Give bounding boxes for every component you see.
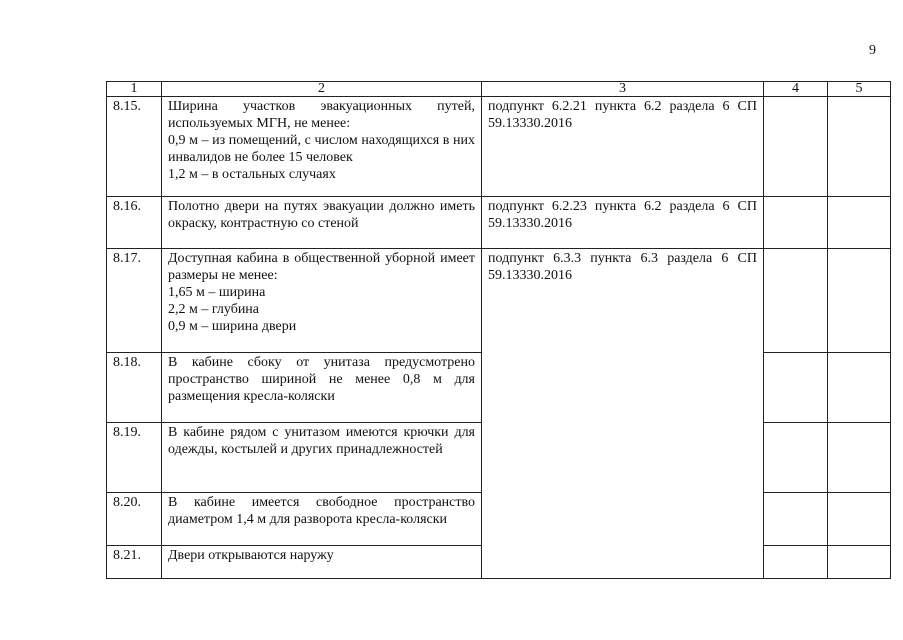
reference-text: подпункт 6.3.3 пункта 6.3 раздела 6 СП 59.13330.2016 <box>482 249 764 579</box>
note-cell[interactable] <box>828 546 891 579</box>
requirement-line: 0,9 м – ширина двери <box>168 319 297 334</box>
item-number: 8.17. <box>107 249 162 353</box>
table-row <box>107 97 891 197</box>
requirement-line: Двери открываются наружу <box>168 548 334 563</box>
requirement-line: В кабине сбоку от унитаза предусмотрено пространство шириной не менее 0,8 м для размещения кресла-коляски <box>168 355 475 404</box>
check-cell[interactable] <box>764 546 828 579</box>
requirement-line: 1,2 м – в остальных случаях <box>168 167 336 182</box>
page-number: 9 <box>869 43 876 58</box>
requirement-line: 1,65 м – ширина <box>168 285 266 300</box>
item-number: 8.16. <box>107 197 162 249</box>
requirements-table <box>106 81 891 579</box>
header-col-5: 5 <box>828 82 891 97</box>
header-col-3: 3 <box>482 82 764 97</box>
note-cell[interactable] <box>828 353 891 423</box>
item-number: 8.21. <box>107 546 162 579</box>
requirement-text <box>162 423 482 493</box>
item-number: 8.20. <box>107 493 162 546</box>
requirement-line: Ширина участков эвакуационных путей, используемых МГН, не менее: <box>168 99 475 131</box>
requirement-line: В кабине рядом с унитазом имеются крючки для одежды, костылей и других принадлежностей <box>168 425 475 457</box>
requirement-text <box>162 493 482 546</box>
requirement-line: 0,9 м – из помещений, с числом находящихся в них инвалидов не более 15 человек <box>168 133 475 165</box>
requirement-line: Полотно двери на путях эвакуации должно иметь окраску, контрастную со стеной <box>168 199 475 231</box>
table-row <box>107 197 891 249</box>
requirement-text <box>162 546 482 579</box>
requirement-line: 2,2 м – глубина <box>168 302 260 317</box>
check-cell[interactable] <box>764 493 828 546</box>
note-cell[interactable] <box>828 97 891 197</box>
reference-text: подпункт 6.2.21 пункта 6.2 раздела 6 СП 59.13330.2016 <box>482 97 764 197</box>
note-cell[interactable] <box>828 249 891 353</box>
check-cell[interactable] <box>764 353 828 423</box>
requirement-line: Доступная кабина в общественной уборной имеет размеры не менее: <box>168 251 475 283</box>
check-cell[interactable] <box>764 97 828 197</box>
table-header-row <box>107 82 891 97</box>
table-row <box>107 249 891 353</box>
requirement-text <box>162 197 482 249</box>
item-number: 8.18. <box>107 353 162 423</box>
requirement-text <box>162 353 482 423</box>
header-col-4: 4 <box>764 82 828 97</box>
note-cell[interactable] <box>828 423 891 493</box>
requirement-text <box>162 249 482 353</box>
requirement-text <box>162 97 482 197</box>
check-cell[interactable] <box>764 197 828 249</box>
reference-text: подпункт 6.2.23 пункта 6.2 раздела 6 СП 59.13330.2016 <box>482 197 764 249</box>
note-cell[interactable] <box>828 493 891 546</box>
header-col-2: 2 <box>162 82 482 97</box>
check-cell[interactable] <box>764 423 828 493</box>
check-cell[interactable] <box>764 249 828 353</box>
requirement-line: В кабине имеется свободное пространство диаметром 1,4 м для разворота кресла-коляски <box>168 495 475 527</box>
item-number: 8.19. <box>107 423 162 493</box>
note-cell[interactable] <box>828 197 891 249</box>
item-number: 8.15. <box>107 97 162 197</box>
header-col-1: 1 <box>107 82 162 97</box>
